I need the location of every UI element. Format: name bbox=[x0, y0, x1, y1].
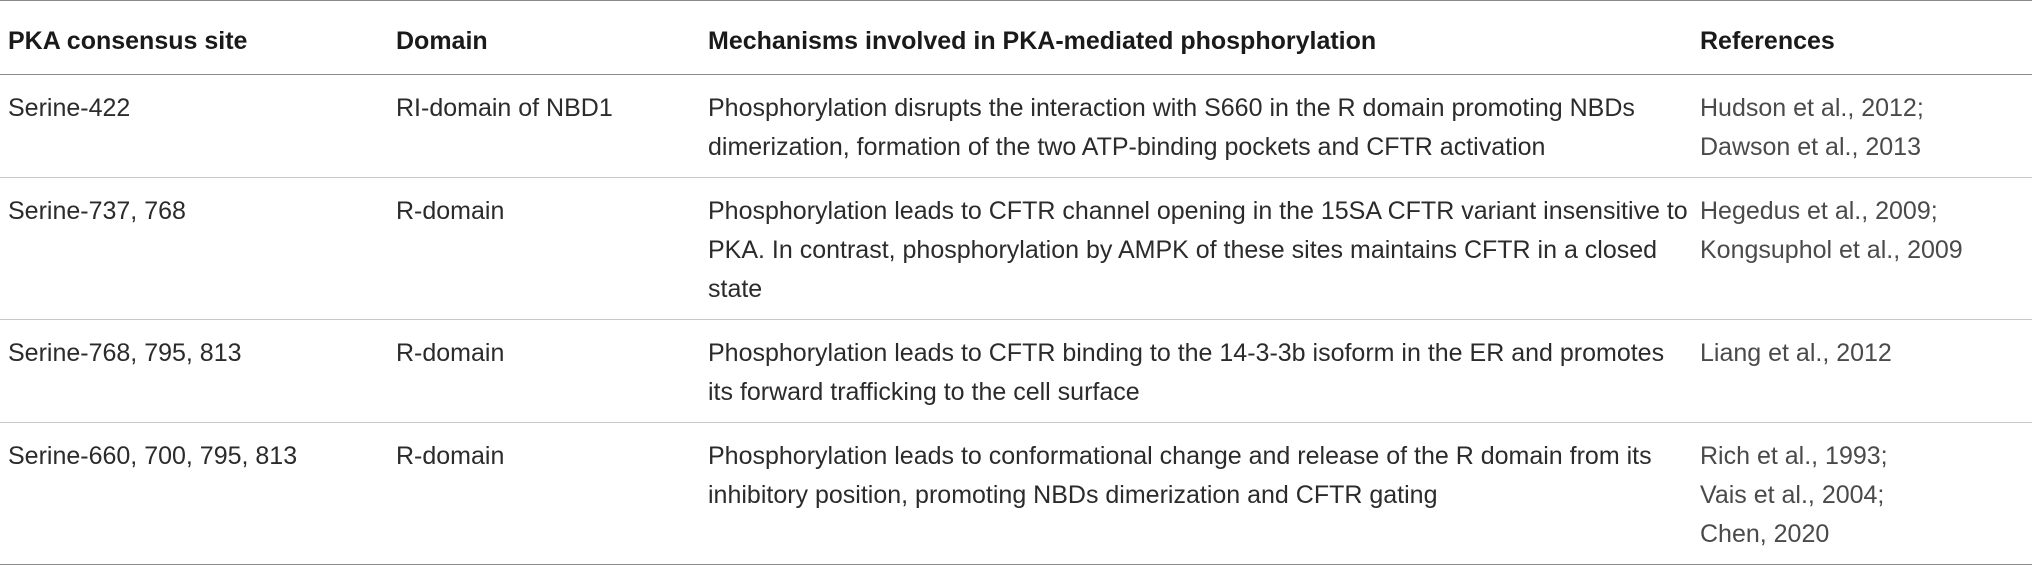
cell-references bbox=[1692, 320, 2032, 423]
cell-mechanism: Phosphorylation leads to CFTR binding to the 14-3-3b isoform in the ER and promotes its forward trafficking to the cell surface bbox=[708, 339, 1665, 406]
cell-references bbox=[1692, 75, 2032, 178]
header-row bbox=[0, 1, 2032, 75]
cell-site: Serine-422 bbox=[8, 94, 131, 122]
cell-references bbox=[1692, 423, 2032, 565]
table-row bbox=[0, 320, 2032, 423]
reference-line: Hudson et al., 2012; bbox=[1700, 94, 1924, 122]
table-row bbox=[0, 178, 2032, 320]
cell-mechanism: Phosphorylation disrupts the interaction with S660 in the R domain promoting NBDs dimerization, formation of the two ATP-binding pockets and CFTR activation bbox=[708, 94, 1635, 161]
cell-site: Serine-660, 700, 795, 813 bbox=[8, 442, 298, 470]
header-domain: Domain bbox=[396, 27, 488, 55]
reference-line: Rich et al., 1993; bbox=[1700, 442, 1888, 470]
cell-domain: RI-domain of NBD1 bbox=[396, 94, 613, 122]
reference-line: Chen, 2020 bbox=[1700, 520, 1830, 548]
cell-mechanism: Phosphorylation leads to conformational change and release of the R domain from its inhibitory position, promoting NBDs dimerization and CFTR gating bbox=[708, 442, 1652, 509]
cell-site: Serine-768, 795, 813 bbox=[8, 339, 242, 367]
table-row bbox=[0, 423, 2032, 565]
cell-domain: R-domain bbox=[396, 339, 505, 367]
reference-line: Liang et al., 2012 bbox=[1700, 339, 1892, 367]
cell-site: Serine-737, 768 bbox=[8, 197, 186, 225]
reference-line: Dawson et al., 2013 bbox=[1700, 133, 1921, 161]
header-mechanism: Mechanisms involved in PKA-mediated phosphorylation bbox=[708, 27, 1377, 55]
table-body bbox=[0, 75, 2032, 565]
reference-line: Kongsuphol et al., 2009 bbox=[1700, 236, 1963, 264]
reference-line: Hegedus et al., 2009; bbox=[1700, 197, 1938, 225]
table-header bbox=[0, 1, 2032, 75]
reference-line: Vais et al., 2004; bbox=[1700, 481, 1885, 509]
cell-domain: R-domain bbox=[396, 442, 505, 470]
cell-domain: R-domain bbox=[396, 197, 505, 225]
header-references: References bbox=[1700, 27, 1835, 55]
table-row bbox=[0, 75, 2032, 178]
cell-mechanism: Phosphorylation leads to CFTR channel opening in the 15SA CFTR variant insensitive to PKA. In contrast, phosphorylation by AMPK of these sites maintains CFTR in a closed state bbox=[708, 197, 1688, 303]
cell-references bbox=[1692, 178, 2032, 320]
header-site: PKA consensus site bbox=[8, 27, 248, 55]
